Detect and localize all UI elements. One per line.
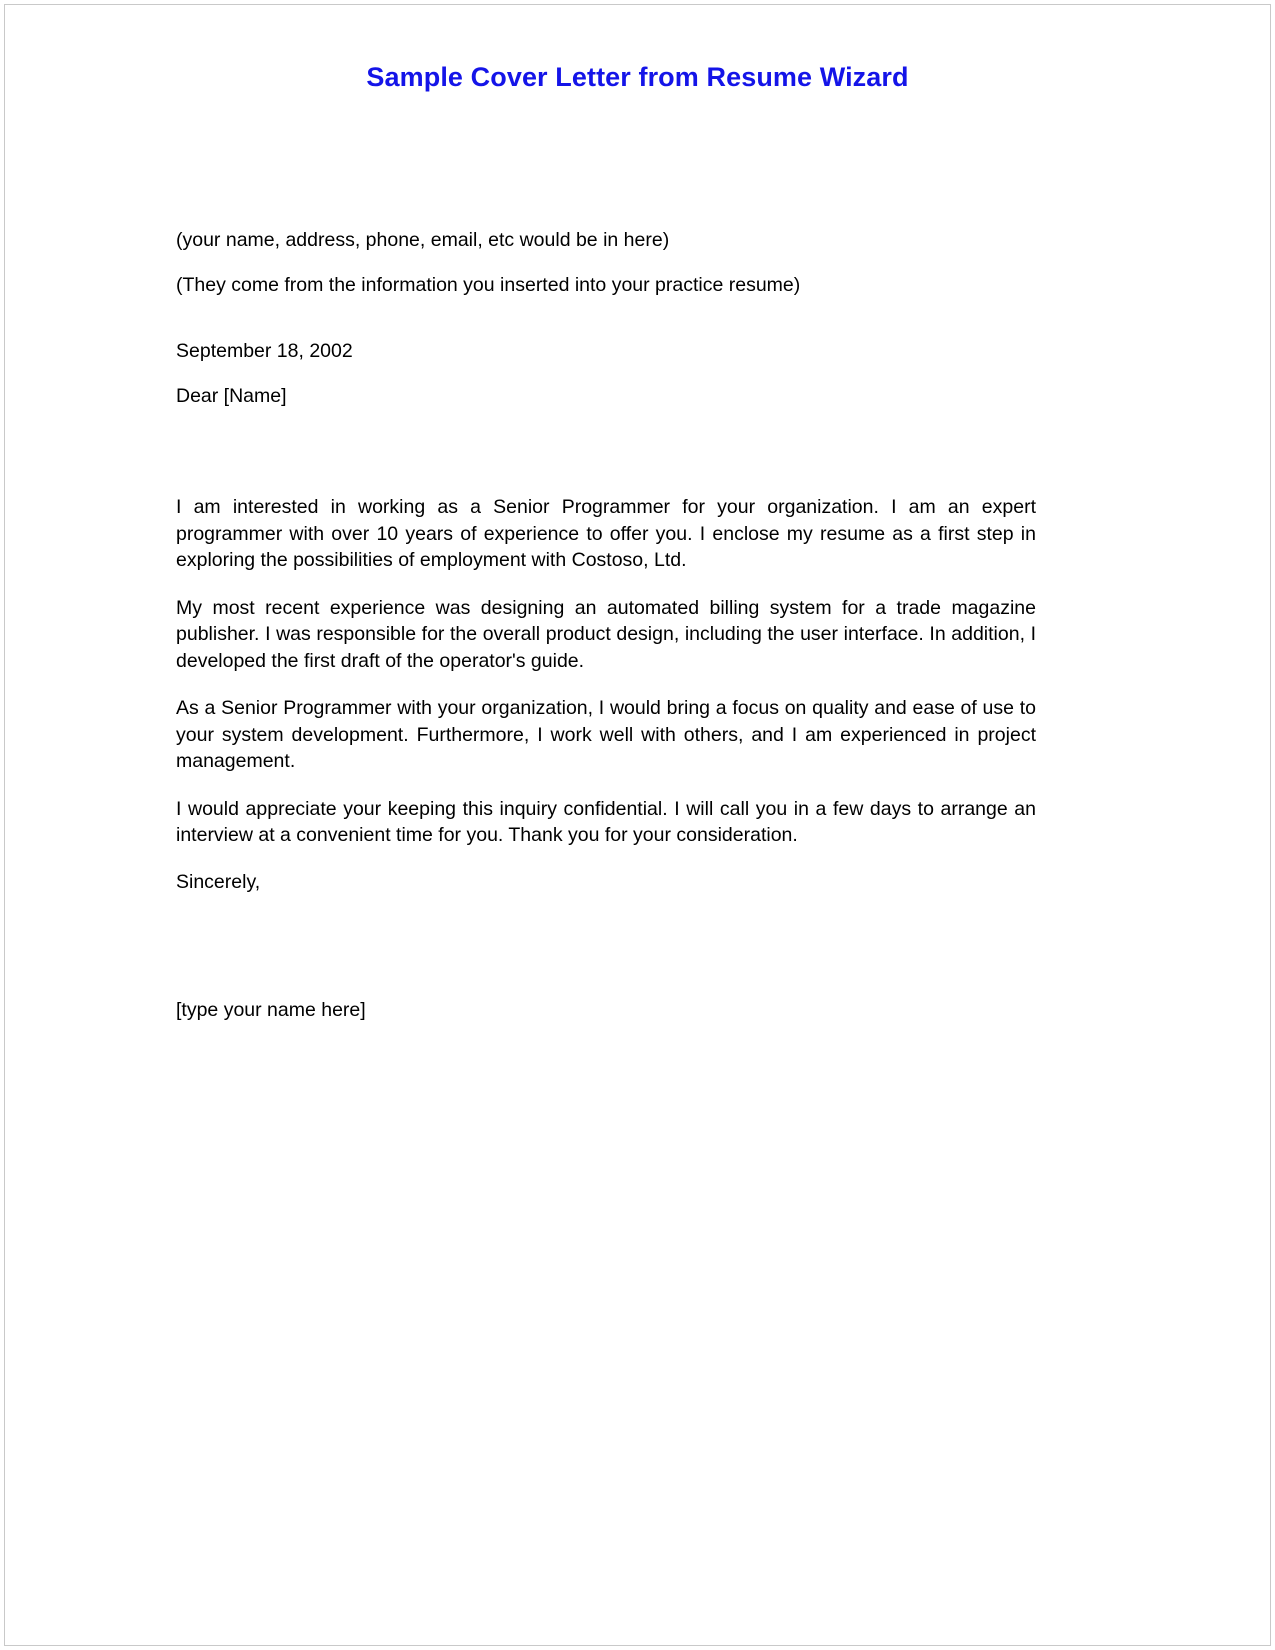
spacer: [176, 674, 1036, 695]
signature-space: [176, 956, 1036, 998]
letter-date: September 18, 2002: [176, 340, 353, 362]
closing-salutation: Sincerely,: [176, 870, 261, 893]
spacer: [176, 297, 1036, 339]
body-paragraph-1: I am interested in working as a Senior Programmer for your organization. I am an expert programmer with over 10 years of experience to offer you. I enclose my resume as a first step in exploring the possibilities of employment with Costoso, Ltd.: [176, 496, 1036, 571]
spacer: [176, 574, 1036, 595]
signature-space: [176, 894, 1036, 956]
spacer: [176, 363, 1036, 384]
salutation: Dear [Name]: [176, 385, 287, 407]
sender-info-source-note: (They come from the information you inserted into your practice resume): [176, 274, 801, 296]
body-paragraph-3: As a Senior Programmer with your organization, I would bring a focus on quality and ease of use to your system development. Furthermore, I work well with others, and I am experienced in project management.: [176, 697, 1036, 772]
body-paragraph-4: I would appreciate your keeping this inquiry confidential. I will call you in a few days to arrange an interview at a convenient time for you. Thank you for your consideration.: [176, 797, 1036, 846]
letter-body: [176, 228, 1036, 1022]
sender-info-note: (your name, address, phone, email, etc would be in here): [176, 229, 670, 251]
spacer: [176, 252, 1036, 273]
signature-name-placeholder: [type your name here]: [176, 998, 366, 1021]
body-paragraph-2: My most recent experience was designing an automated billing system for a trade magazine publisher. I was responsible for the overall product design, including the user interface. In addition, I developed the first draft of the operator's guide.: [176, 596, 1036, 672]
spacer: [176, 849, 1036, 870]
spacer: [176, 408, 1036, 494]
spacer: [176, 775, 1036, 796]
page-title: Sample Cover Letter from Resume Wizard: [366, 62, 909, 92]
